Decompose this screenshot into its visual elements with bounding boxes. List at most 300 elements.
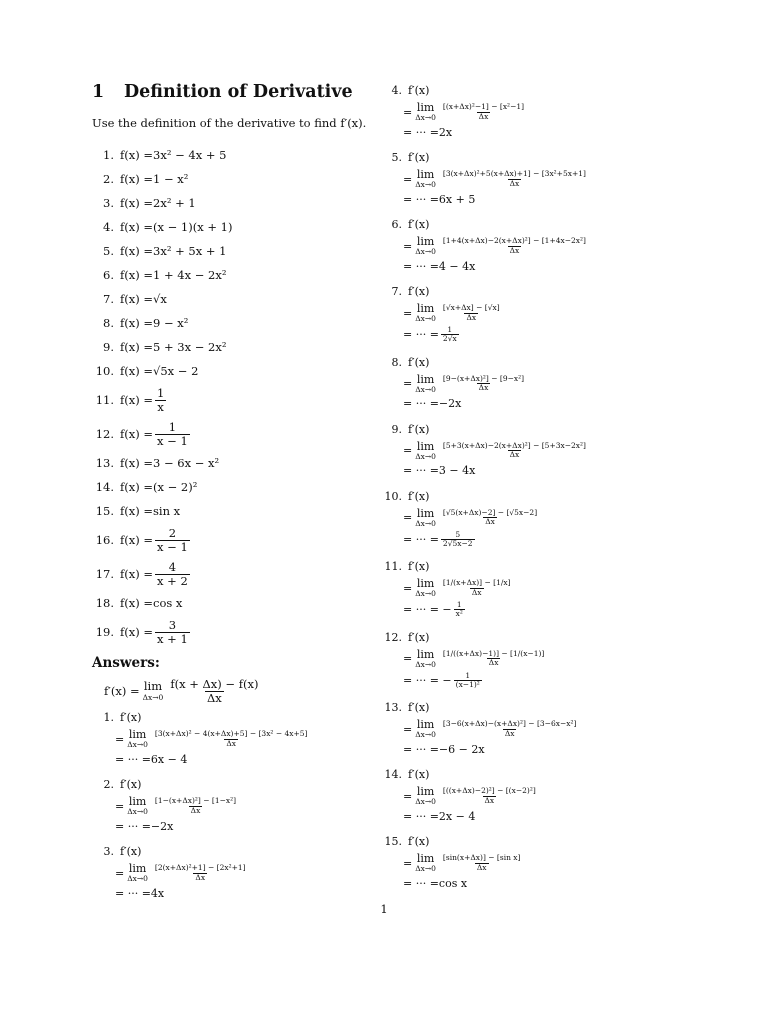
answer-number: 10. — [384, 489, 402, 503]
quotient-denominator: Δx — [195, 872, 206, 882]
problem-item — [92, 263, 382, 287]
answer-limit — [127, 796, 148, 816]
limit-subscript: Δx→0 — [142, 692, 164, 702]
fraction-numerator: 4 — [168, 559, 177, 574]
equals-sign: = — [403, 581, 413, 595]
answer-item — [380, 629, 670, 690]
limit-operator: lim — [128, 728, 147, 742]
problem-number: 19. — [95, 625, 114, 639]
answer-derivative-label: f′(x) — [408, 560, 430, 573]
limit-operator: lim — [128, 795, 147, 809]
limit-operator: lim — [416, 785, 435, 799]
fraction-numerator: 1 — [157, 385, 165, 400]
difference-quotient — [441, 720, 578, 738]
result-denominator: 2√5x−2 — [442, 538, 473, 548]
answer-limit — [415, 853, 436, 873]
answer-result-line — [403, 464, 670, 478]
result-prefix: = ··· = — [403, 192, 439, 206]
right-column — [380, 82, 670, 900]
section-heading — [92, 82, 382, 102]
quotient-denominator: Δx — [478, 383, 489, 392]
difference-quotient — [153, 797, 238, 815]
answer-item — [380, 149, 670, 206]
problem-number: 1. — [103, 148, 114, 162]
answers-left-list — [92, 709, 382, 900]
problem-expression: 1 + 4x − 2x² — [153, 268, 227, 282]
answer-body — [380, 575, 670, 619]
definition-lhs: f′(x) = — [104, 684, 140, 698]
result-prefix: = ··· = — [403, 809, 439, 823]
answer-derivative-label: f′(x) — [408, 218, 430, 231]
answer-head — [92, 776, 382, 793]
answer-number: 3. — [103, 845, 114, 858]
quotient-denominator: Δx — [466, 312, 477, 322]
answer-limit — [415, 374, 436, 394]
result-prefix: = ··· = — [403, 742, 439, 756]
answer-limit-line — [403, 371, 670, 397]
equals-sign: = — [403, 377, 413, 390]
result-prefix: = ··· = — [115, 886, 151, 900]
result-prefix: = ··· = — [403, 876, 439, 890]
problem-number: 11. — [95, 393, 114, 407]
problem-item — [92, 359, 382, 383]
answer-derivative-label: f′(x) — [408, 768, 430, 781]
problem-lhs: f(x) = — [120, 340, 154, 354]
answer-number: 5. — [391, 151, 402, 164]
problem-lhs: f(x) = — [120, 220, 154, 234]
answers-right-list — [380, 82, 670, 890]
limit-operator: lim — [128, 862, 147, 876]
answer-item — [92, 709, 382, 766]
difference-quotient — [441, 170, 588, 188]
quotient-numerator: [((x+Δx)−2)²] − [(x−2)²] — [442, 786, 536, 796]
problem-number: 17. — [95, 567, 114, 581]
answer-body — [380, 99, 670, 139]
fraction-denominator: x + 2 — [157, 573, 188, 588]
quotient-denominator: Δx — [190, 805, 201, 815]
fraction-numerator: 3 — [168, 617, 177, 632]
difference-quotient — [441, 579, 513, 597]
instructions: Use the definition of the derivative to find f′(x). — [92, 116, 367, 130]
answer-limit-line — [115, 793, 382, 819]
difference-quotient — [441, 375, 526, 393]
quotient-numerator: [sin(x+Δx)] − [sin x] — [442, 853, 521, 863]
answer-number: 7. — [391, 285, 402, 298]
limit-subscript: Δx→0 — [127, 807, 148, 817]
answer-head — [380, 699, 670, 716]
result-expression: 3 − 4x — [438, 464, 476, 477]
answer-limit-line — [403, 300, 670, 326]
answer-item — [380, 421, 670, 478]
answer-result-line — [403, 326, 670, 344]
difference-quotient — [153, 864, 248, 882]
fraction-denominator: x + 1 — [157, 631, 188, 646]
limit-subscript: Δx→0 — [415, 659, 436, 669]
answer-body — [92, 726, 382, 766]
definition-numerator: f(x + Δx) − f(x) — [170, 676, 259, 691]
result-expression: −2x — [438, 397, 462, 410]
answer-limit-line — [403, 233, 670, 259]
result-denominator: (x−1)² — [455, 679, 480, 689]
answer-limit-line — [403, 166, 670, 192]
answer-item — [92, 776, 382, 833]
answer-result-line — [403, 397, 670, 411]
result-prefix: = ··· = − — [403, 603, 452, 617]
answer-head — [380, 488, 670, 505]
problem-lhs: f(x) = — [120, 148, 154, 162]
problem-expression: (x − 2)² — [153, 480, 198, 494]
answer-limit-line — [403, 716, 670, 742]
answer-limit-line — [403, 99, 670, 125]
result-expression: 6x − 4 — [150, 752, 188, 766]
answer-limit — [127, 729, 148, 749]
problem-number: 18. — [95, 596, 114, 610]
answer-limit — [127, 863, 148, 883]
result-denominator: x² — [455, 609, 463, 619]
problem-item — [92, 383, 382, 417]
answer-limit — [415, 508, 436, 528]
answer-body — [380, 716, 670, 756]
equals-sign: = — [403, 444, 413, 457]
problem-number: 5. — [103, 244, 114, 258]
answer-number: 2. — [103, 778, 114, 791]
quotient-denominator: Δx — [478, 111, 489, 121]
answer-head — [380, 283, 670, 300]
answer-result-line — [403, 876, 670, 890]
answer-result-line — [115, 886, 382, 900]
quotient-numerator: [1/(x+Δx)] − [1/x] — [442, 578, 511, 588]
quotient-numerator: [5+3(x+Δx)−2(x+Δx)²] − [5+3x−2x²] — [442, 440, 586, 450]
answer-body — [380, 166, 670, 206]
answer-head — [380, 421, 670, 438]
result-expression: 2x − 4 — [438, 809, 476, 823]
problem-item — [92, 499, 382, 523]
result-denominator: 2√x — [442, 334, 457, 344]
problem-lhs: f(x) = — [120, 456, 154, 470]
quotient-denominator: Δx — [485, 517, 495, 526]
quotient-numerator: [(x+Δx)²−1] − [x²−1] — [442, 102, 525, 112]
equals-sign: = — [403, 722, 413, 736]
fraction-denominator: x — [157, 399, 164, 414]
result-expression: −6 − 2x — [438, 742, 485, 756]
equals-sign: = — [115, 732, 125, 746]
quotient-numerator: [√x+Δx] − [√x] — [442, 303, 500, 313]
problem-lhs: f(x) = — [120, 596, 154, 610]
problem-item — [92, 417, 382, 451]
problem-number: 8. — [103, 316, 114, 330]
left-column — [92, 82, 382, 910]
quotient-numerator: [3(x+Δx)²+5(x+Δx)+1] − [3x²+5x+1] — [442, 169, 586, 179]
problem-number: 14. — [95, 480, 114, 494]
result-prefix: = ··· = — [403, 125, 439, 139]
answer-limit-line — [403, 575, 670, 601]
problem-item — [92, 591, 382, 615]
answer-result-line — [403, 259, 670, 273]
answer-number: 8. — [391, 355, 402, 369]
problem-lhs: f(x) = — [120, 625, 154, 639]
problem-item — [92, 287, 382, 311]
result-expression: 6x + 5 — [438, 192, 476, 206]
problem-number: 4. — [103, 220, 114, 234]
answer-limit-line — [115, 860, 382, 886]
result-expression: 4x — [150, 886, 165, 900]
problem-item — [92, 143, 382, 167]
limit-subscript: Δx→0 — [415, 589, 436, 599]
answer-item — [380, 488, 670, 549]
quotient-denominator: Δx — [226, 738, 237, 748]
quotient-denominator: Δx — [504, 728, 515, 738]
problem-expression: 1 − x² — [153, 172, 189, 186]
problem-item — [92, 239, 382, 263]
difference-quotient — [441, 304, 502, 322]
answer-result-line — [403, 125, 670, 139]
definition-denominator: Δx — [206, 690, 222, 705]
difference-quotient — [441, 237, 588, 255]
answer-head — [380, 766, 670, 783]
answer-body — [380, 783, 670, 823]
quotient-denominator: Δx — [471, 587, 482, 597]
quotient-denominator: Δx — [509, 178, 520, 188]
fraction-numerator: 2 — [168, 525, 177, 540]
answer-derivative-label: f′(x) — [408, 285, 430, 298]
limit-operator: lim — [143, 679, 163, 693]
section-title: Definition of Derivative — [124, 82, 353, 102]
answer-item — [380, 558, 670, 619]
problem-fraction — [155, 387, 166, 413]
problem-lhs: f(x) = — [120, 480, 154, 494]
result-expression: cos x — [438, 876, 468, 890]
problem-number: 15. — [95, 504, 114, 518]
problem-expression: 2x² + 1 — [153, 196, 196, 210]
limit-operator: lim — [416, 101, 435, 115]
answer-derivative-label: f′(x) — [408, 151, 430, 164]
difference-quotient — [441, 509, 539, 527]
limit-subscript: Δx→0 — [415, 797, 436, 807]
limit-subscript: Δx→0 — [415, 518, 436, 528]
problem-lhs: f(x) = — [120, 504, 154, 518]
answer-number: 13. — [384, 701, 402, 714]
answer-derivative-label: f′(x) — [120, 711, 142, 724]
answer-limit — [415, 786, 436, 806]
problem-fraction — [155, 421, 190, 447]
problem-lhs: f(x) = — [120, 316, 154, 330]
problem-item — [92, 191, 382, 215]
problem-lhs: f(x) = — [120, 196, 154, 210]
answer-item — [92, 843, 382, 900]
limit-subscript: Δx→0 — [415, 730, 436, 740]
problem-lhs: f(x) = — [120, 567, 154, 581]
quotient-denominator: Δx — [509, 450, 520, 459]
problem-item — [92, 215, 382, 239]
problem-expression: 3x² + 5x + 1 — [153, 244, 227, 258]
problem-number: 2. — [103, 172, 114, 186]
result-fraction — [441, 531, 475, 549]
section-number: 1 — [92, 82, 105, 102]
answer-head — [380, 558, 670, 575]
answer-result-line — [403, 531, 670, 549]
problem-expression: √x — [153, 292, 167, 306]
limit-subscript: Δx→0 — [415, 864, 436, 874]
limit-subscript: Δx→0 — [415, 247, 436, 257]
answer-derivative-label: f′(x) — [408, 701, 430, 714]
problem-number: 10. — [95, 364, 114, 378]
answer-derivative-label: f′(x) — [408, 422, 430, 436]
equals-sign: = — [403, 789, 413, 803]
problem-expression: 3x² − 4x + 5 — [153, 148, 227, 162]
answer-limit-line — [403, 505, 670, 531]
quotient-numerator: [1−(x+Δx)²] − [1−x²] — [154, 796, 237, 806]
answer-derivative-label: f′(x) — [120, 778, 142, 791]
limit-subscript: Δx→0 — [415, 384, 436, 394]
answer-number: 9. — [391, 422, 402, 436]
difference-quotient — [441, 787, 538, 805]
result-fraction — [441, 326, 459, 344]
answer-body — [380, 371, 670, 411]
answer-derivative-label: f′(x) — [120, 845, 142, 858]
answer-number: 12. — [384, 630, 402, 644]
answer-limit-line — [115, 726, 382, 752]
limit-subscript: Δx→0 — [127, 874, 148, 884]
problem-item — [92, 167, 382, 191]
problem-item — [92, 557, 382, 591]
result-fraction — [454, 601, 465, 619]
answer-body — [380, 438, 670, 478]
limit-operator: lim — [416, 718, 435, 732]
result-prefix: = ··· = — [115, 819, 151, 833]
answer-result-line — [403, 601, 670, 619]
limit-operator: lim — [416, 372, 435, 386]
answer-item — [380, 82, 670, 139]
equals-sign: = — [115, 866, 125, 880]
answer-result-line — [403, 809, 670, 823]
problem-list — [92, 143, 382, 649]
result-prefix: = ··· = — [115, 752, 151, 766]
problem-lhs: f(x) = — [120, 172, 154, 186]
answer-head — [92, 709, 382, 726]
answer-limit — [415, 441, 436, 461]
result-expression: 4 − 4x — [438, 259, 476, 273]
problem-number: 9. — [103, 340, 114, 354]
limit-operator: lim — [416, 852, 435, 866]
result-prefix: = ··· = — [403, 532, 439, 546]
problem-lhs: f(x) = — [120, 268, 154, 282]
problem-expression: 9 − x² — [153, 316, 189, 330]
answer-item — [380, 833, 670, 890]
problem-number: 16. — [95, 533, 114, 547]
limit-subscript: Δx→0 — [127, 740, 148, 750]
fraction-denominator: x − 1 — [157, 539, 188, 554]
difference-quotient — [441, 103, 526, 121]
quotient-numerator: [√5(x+Δx)−2] − [√5x−2] — [442, 507, 538, 517]
answer-item — [380, 766, 670, 823]
result-numerator: 1 — [447, 325, 453, 334]
limit-operator: lim — [416, 439, 435, 453]
result-prefix: = ··· = — [403, 259, 439, 273]
problem-expression: sin x — [153, 504, 181, 518]
limit-operator: lim — [416, 647, 435, 661]
equals-sign: = — [115, 799, 125, 813]
difference-quotient — [441, 650, 546, 668]
equals-sign: = — [403, 306, 413, 320]
problem-fraction — [155, 561, 190, 587]
answer-head — [380, 833, 670, 850]
difference-quotient — [441, 442, 588, 460]
answer-derivative-label: f′(x) — [408, 84, 430, 97]
equals-sign: = — [403, 105, 413, 119]
answer-derivative-label: f′(x) — [408, 835, 430, 848]
result-prefix: = ··· = — [403, 397, 439, 410]
answer-limit — [415, 649, 436, 669]
result-prefix: = ··· = — [403, 328, 439, 342]
quotient-numerator: [3−6(x+Δx)−(x+Δx)²] − [3−6x−x²] — [442, 719, 577, 729]
problem-lhs: f(x) = — [120, 533, 154, 547]
quotient-denominator: Δx — [484, 795, 495, 805]
answer-result-line — [403, 672, 670, 690]
answer-limit — [415, 236, 436, 256]
result-expression: −2x — [150, 819, 174, 833]
answer-body — [380, 300, 670, 344]
fraction-numerator: 1 — [168, 419, 177, 434]
answer-item — [380, 216, 670, 273]
result-numerator: 1 — [465, 670, 471, 680]
equals-sign: = — [403, 511, 413, 524]
equals-sign: = — [403, 856, 413, 870]
answer-limit — [415, 719, 436, 739]
answer-limit — [415, 578, 436, 598]
answer-limit — [415, 303, 436, 323]
fraction-denominator: x − 1 — [157, 433, 188, 448]
problem-number: 6. — [103, 268, 114, 282]
difference-quotient — [441, 854, 523, 872]
answer-limit-line — [403, 783, 670, 809]
limit-operator: lim — [416, 577, 435, 591]
answer-head — [92, 843, 382, 860]
problem-item — [92, 335, 382, 359]
problem-number: 13. — [95, 456, 114, 470]
derivative-definition — [92, 673, 382, 709]
answer-body — [380, 850, 670, 890]
answer-result-line — [115, 819, 382, 833]
limit-operator: lim — [416, 506, 435, 520]
answer-body — [380, 646, 670, 690]
answer-limit — [415, 102, 436, 122]
answer-body — [92, 860, 382, 900]
limit-operator: lim — [416, 235, 435, 249]
result-prefix: = ··· = — [403, 464, 439, 477]
problem-expression: cos x — [153, 596, 183, 610]
equals-sign: = — [403, 239, 413, 253]
answer-head — [380, 629, 670, 646]
limit-operator: lim — [416, 168, 435, 182]
answer-result-line — [403, 742, 670, 756]
answer-derivative-label: f′(x) — [408, 630, 430, 644]
quotient-numerator: [3(x+Δx)² − 4(x+Δx)+5] − [3x² − 4x+5] — [154, 729, 308, 739]
answer-derivative-label: f′(x) — [408, 489, 430, 503]
answer-number: 6. — [391, 218, 402, 231]
limit-subscript: Δx→0 — [415, 113, 436, 123]
result-fraction — [454, 672, 482, 690]
definition-limit — [143, 681, 164, 701]
answer-item — [380, 354, 670, 411]
problem-expression: (x − 1)(x + 1) — [153, 220, 233, 234]
problem-fraction — [155, 619, 190, 645]
problem-lhs: f(x) = — [120, 244, 154, 258]
answer-body — [380, 505, 670, 549]
problem-expression: 5 + 3x − 2x² — [153, 340, 227, 354]
result-expression: 2x — [438, 125, 453, 139]
quotient-denominator: Δx — [488, 658, 499, 667]
problem-lhs: f(x) = — [120, 393, 154, 407]
